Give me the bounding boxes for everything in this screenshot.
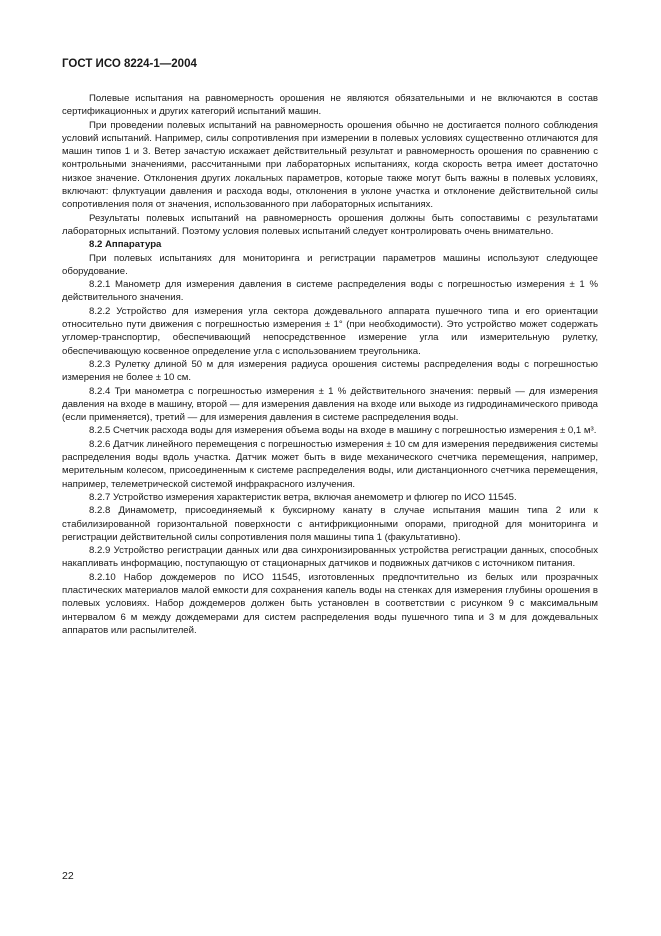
list-item: 8.2.8 Динамометр, присоединяемый к буксирному канату в случае испытания машин типа 2 или к стабилизированной горизонтальной поверхности с антифрикционными опорами, пригодной для мониторинга и регистрации действительной силы сопротивления поля машины типа 1 (факультативно).: [62, 505, 598, 543]
standard-header: ГОСТ ИСО 8224-1—2004: [62, 58, 197, 70]
page-number: 22: [62, 870, 74, 882]
list-item: 8.2.10 Набор дождемеров по ИСО 11545, изготовленных предпочтительно из белых или прозрачных пластических материалов малой емкости для сохранения капель воды на стенках для измерения глубины орошения в полевых условиях. Набор дождемеров должен быть установлен в соответствии с рисунком 9 с максимальным интервалом 6 м между дождемерами для систем распределения воды пушечного типа и 3 м для дождевальных аппаратов или распылителей.: [62, 571, 598, 636]
paragraph: Полевые испытания на равномерность орошения не являются обязательными и не включаются в состав сертификационных и других категорий испытаний машин.: [62, 93, 598, 118]
paragraph: При полевых испытаниях для мониторинга и регистрации параметров машины используют следующее оборудование.: [62, 252, 598, 277]
list-item: 8.2.1 Манометр для измерения давления в системе распределения воды с погрешностью измерения ± 1 % действительного значения.: [62, 279, 598, 304]
list-item: 8.2.4 Три манометра с погрешностью измерения ± 1 % действительного значения: первый — для измерения давления на входе в машину, второй — для измерения давления на входе или выходе из гидродинамического привода (если применяется), третий — для измерения давления в системе распределения воды.: [62, 385, 598, 424]
list-item: 8.2.3 Рулетку длиной 50 м для измерения радиуса орошения системы распределения воды с погрешностью измерения не более ± 10 см.: [62, 358, 598, 384]
list-item: 8.2.2 Устройство для измерения угла сектора дождевального аппарата пушечного типа и его ориентации относительно пути движения с погрешностью измерения ± 1° (при необходимости). Это устройство может содержать угломер-транспортир, обеспечивающий непосредственное измерение угла или измерительную рулетку, обеспечивающую косвенное определение угла с использованием треугольника.: [62, 305, 598, 357]
list-item: 8.2.5 Счетчик расхода воды для измерения объема воды на входе в машину с погрешностью измерения ± 0,1 м³.: [89, 425, 597, 437]
list-item: 8.2.7 Устройство измерения характеристик ветра, включая анемометр и флюгер по ИСО 11545.: [89, 491, 517, 503]
section-heading: 8.2 Аппаратура: [89, 239, 162, 251]
list-item: 8.2.6 Датчик линейного перемещения с погрешностью измерения ± 10 см для измерения передвижения системы распределения воды вдоль участка. Датчик может быть в виде механического счетчика перемещения, например, мерительным колесом, присоединенным к системе распределения воды, или дистанционного счетчика перемещения, например, телеметрической системой инфракрасного излучения.: [62, 438, 598, 490]
paragraph: Результаты полевых испытаний на равномерность орошения должны быть сопоставимы с результатами лабораторных испытаний. Поэтому условия полевых испытаний следует контролировать очень внимательно.: [62, 212, 598, 237]
list-item: 8.2.9 Устройство регистрации данных или два синхронизированных устройства регистрации данных, способных накапливать информацию, поступающую от стационарных датчиков и подвижных датчиков с источником питания.: [62, 545, 598, 570]
paragraph: При проведении полевых испытаний на равномерность орошения обычно не достигается полного соблюдения условий испытаний. Например, силы сопротивления при измерении в полевых условиях существенно отличаются для машин типов 1 и 3. Ветер зачастую искажает действительный результат и равномерность орошения по сравнению с контрольными значениями, рассчитанными при лабораторных испытаниях, когда скорость ветра имеет достаточно низкое значение. Отклонения других локальных параметров, которые также могут быть важны в полевых условиях, включают: флуктуации давления и расхода воды, отклонения в уклоне участка и отклонение действительной силы сопротивления поля от значения, использованного при лабораторных испытаниях.: [62, 119, 598, 211]
document-body: [62, 92, 598, 637]
